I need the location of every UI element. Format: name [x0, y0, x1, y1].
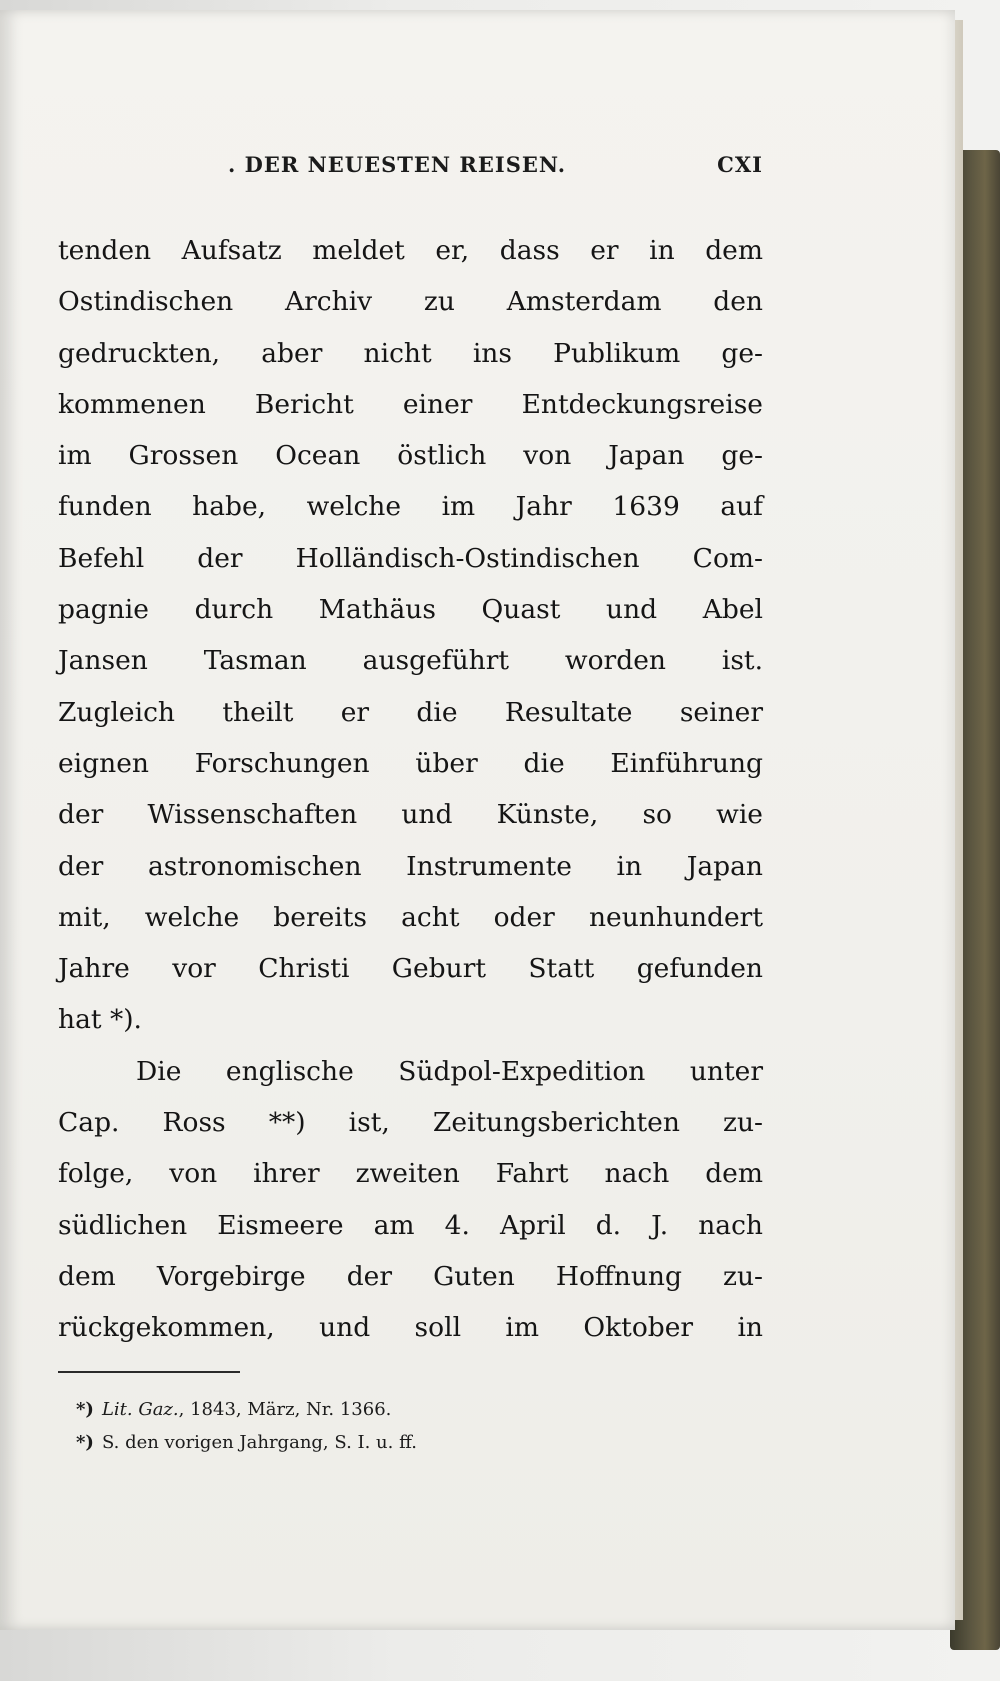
running-head-title: . DER NEUESTEN REISEN. — [228, 152, 567, 177]
text-line: tenden Aufsatz meldet er, dass er in dem — [58, 235, 763, 266]
text-line: pagnie durch Mathäus Quast und Abel — [58, 594, 763, 626]
text-line: Cap. Ross **) ist, Zeitungsberichten zu- — [58, 1107, 763, 1139]
text-line: hat *). — [58, 1004, 142, 1036]
text-line: Ostindischen Archiv zu Amsterdam den — [58, 286, 763, 318]
footnote-source: Lit. Gaz. — [101, 1399, 179, 1420]
text-line: im Grossen Ocean östlich von Japan ge- — [58, 440, 763, 472]
footnote — [76, 1393, 676, 1426]
running-head — [58, 152, 763, 192]
text-line: funden habe, welche im Jahr 1639 auf — [58, 491, 763, 523]
page-number: CXI — [717, 152, 763, 177]
text-line: Befehl der Holländisch-Ostindischen Com- — [58, 542, 763, 574]
body-text — [58, 225, 763, 1354]
text-line: rückgekommen, und soll im Oktober in — [58, 1312, 763, 1344]
footnote-mark: *) — [76, 1399, 94, 1420]
text-line: dem Vorgebirge der Guten Hoffnung zu- — [58, 1260, 763, 1292]
footnotes — [76, 1393, 676, 1459]
text-line: mit, welche bereits acht oder neunhundert — [58, 901, 763, 933]
footnote-separator — [58, 1371, 240, 1373]
text-line: Jansen Tasman ausgeführt worden ist. — [58, 645, 763, 677]
footnote-text: , 1843, März, Nr. 1366. — [178, 1399, 392, 1420]
text-line: Zugleich theilt er die Resultate seiner — [58, 696, 763, 728]
text-line: südlichen Eismeere am 4. April d. J. nach — [58, 1209, 763, 1241]
footnote-mark: *) — [76, 1432, 94, 1453]
text-line: Jahre vor Christi Geburt Statt gefunden — [58, 953, 763, 985]
book-page — [0, 10, 955, 1630]
text-line: der Wissenschaften und Künste, so wie — [58, 799, 763, 831]
footnote-text: S. den vorigen Jahrgang, S. I. u. ff. — [101, 1432, 417, 1453]
text-line: folge, von ihrer zweiten Fahrt nach dem — [58, 1158, 763, 1190]
text-line: kommenen Bericht einer Entdeckungsreise — [58, 388, 763, 420]
text-line: der astronomischen Instrumente in Japan — [58, 850, 763, 882]
footnote — [76, 1426, 676, 1459]
text-line: eignen Forschungen über die Einführung — [58, 747, 763, 779]
paragraph-start-line: Die englische Südpol-Expedition unter — [136, 1055, 763, 1087]
text-line: gedruckten, aber nicht ins Publikum ge- — [58, 337, 763, 369]
